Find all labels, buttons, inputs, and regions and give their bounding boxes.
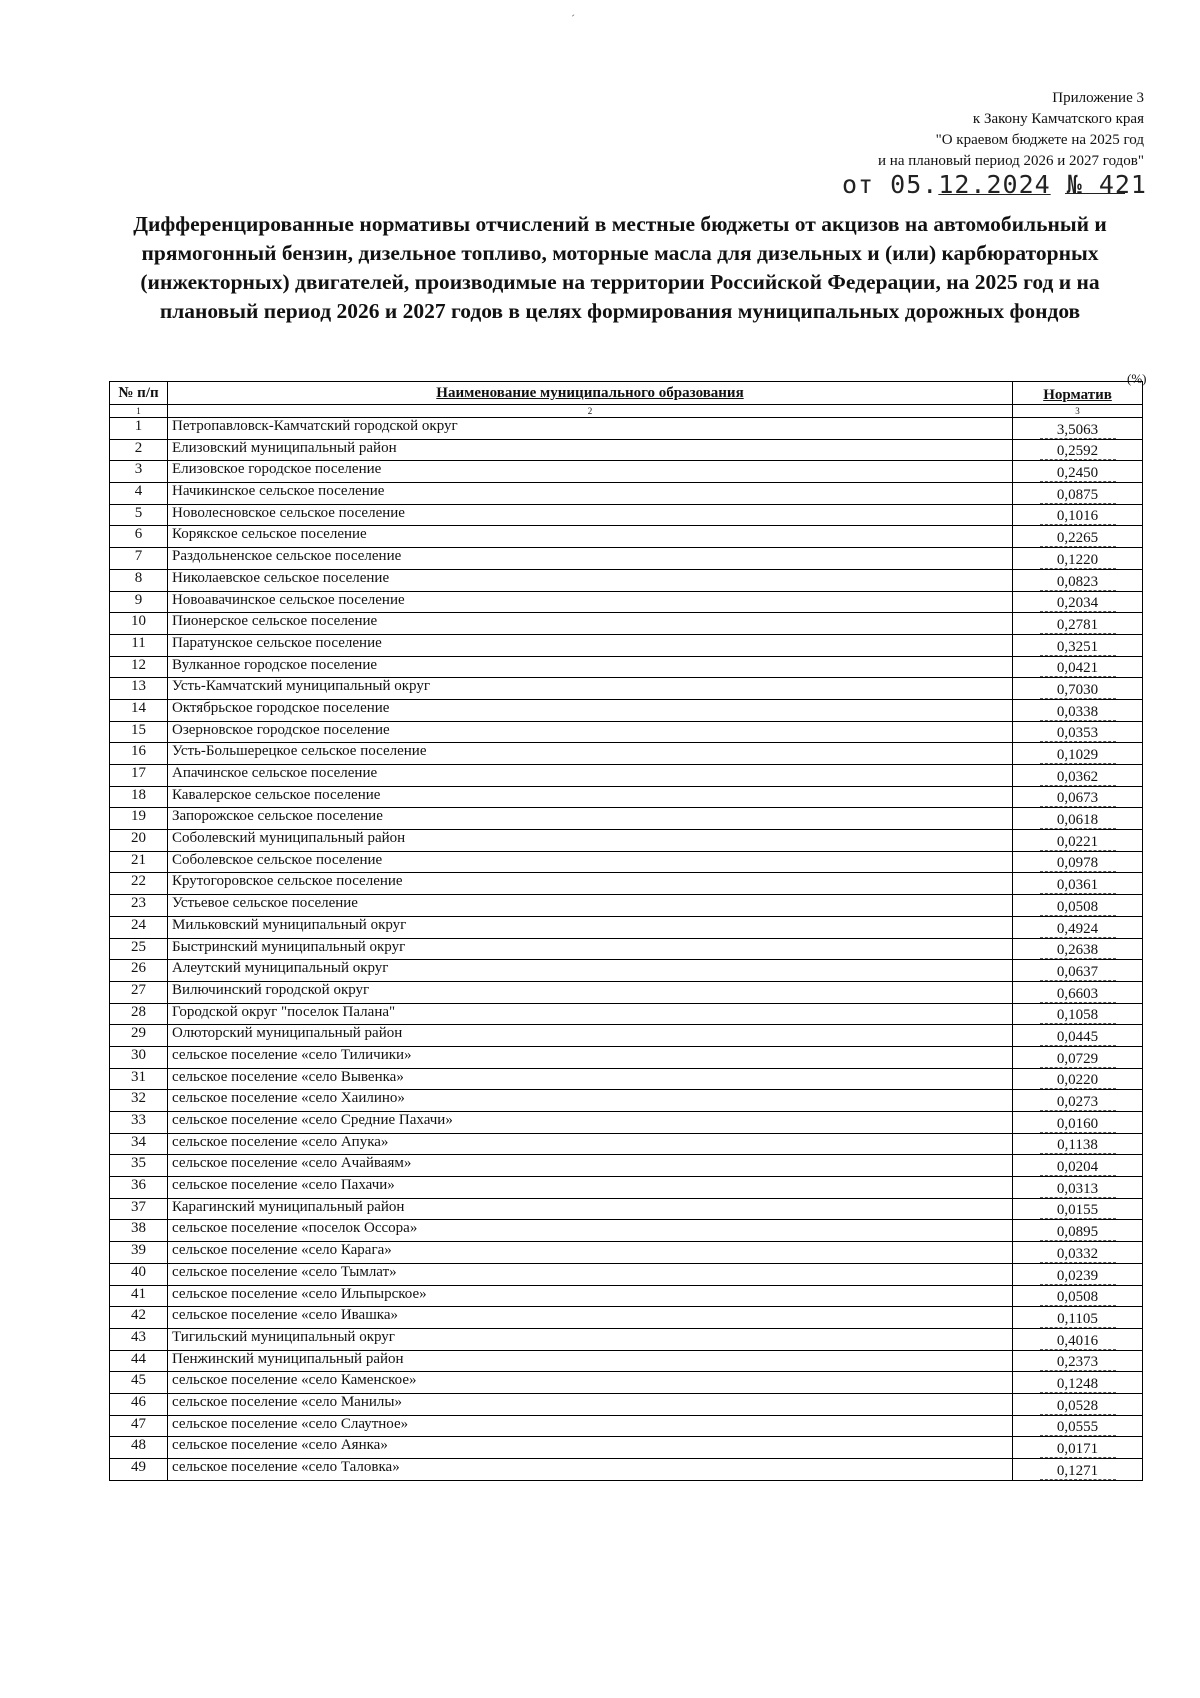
row-normative-value: 0,0508 bbox=[1040, 1290, 1116, 1306]
row-normative-value: 0,0362 bbox=[1040, 770, 1116, 786]
table-row bbox=[110, 721, 1143, 743]
row-normative-cell bbox=[1013, 1220, 1143, 1242]
row-normative-value: 0,0637 bbox=[1040, 965, 1116, 981]
row-municipality-name: сельское поселение «село Слаутное» bbox=[168, 1415, 1013, 1437]
row-normative-cell bbox=[1013, 786, 1143, 808]
row-normative-cell bbox=[1013, 873, 1143, 895]
row-normative-value: 0,0673 bbox=[1040, 791, 1116, 807]
appendix-line: к Закону Камчатского края bbox=[972, 111, 1144, 127]
table-row bbox=[110, 830, 1143, 852]
decree-underline bbox=[1065, 193, 1125, 194]
row-number: 35 bbox=[110, 1155, 168, 1177]
row-normative-value: 3,5063 bbox=[1040, 423, 1116, 439]
row-number: 12 bbox=[110, 656, 168, 678]
row-municipality-name: сельское поселение «село Аянка» bbox=[168, 1437, 1013, 1459]
row-normative-cell bbox=[1013, 1198, 1143, 1220]
table-row bbox=[110, 418, 1143, 440]
row-normative-value: 0,0353 bbox=[1040, 726, 1116, 742]
row-normative-value: 0,0445 bbox=[1040, 1030, 1116, 1046]
table-row bbox=[110, 504, 1143, 526]
table-row bbox=[110, 851, 1143, 873]
column-index: 3 bbox=[1013, 405, 1143, 418]
row-normative-value: 0,0220 bbox=[1040, 1073, 1116, 1089]
row-normative-cell bbox=[1013, 1459, 1143, 1481]
row-municipality-name: Соболевский муниципальный район bbox=[168, 830, 1013, 852]
table-row bbox=[110, 938, 1143, 960]
row-normative-cell bbox=[1013, 591, 1143, 613]
table-row bbox=[110, 591, 1143, 613]
row-normative-value: 0,0239 bbox=[1040, 1269, 1116, 1285]
row-number: 44 bbox=[110, 1350, 168, 1372]
row-number: 16 bbox=[110, 743, 168, 765]
row-normative-value: 0,1138 bbox=[1040, 1138, 1116, 1154]
row-number: 48 bbox=[110, 1437, 168, 1459]
row-municipality-name: сельское поселение «село Пахачи» bbox=[168, 1177, 1013, 1199]
decree-number: № 421 bbox=[1050, 170, 1147, 199]
row-municipality-name: сельское поселение «село Апука» bbox=[168, 1133, 1013, 1155]
row-number: 9 bbox=[110, 591, 168, 613]
row-number: 2 bbox=[110, 439, 168, 461]
table-row bbox=[110, 483, 1143, 505]
row-normative-value: 0,1220 bbox=[1040, 553, 1116, 569]
row-municipality-name: сельское поселение «село Средние Пахачи» bbox=[168, 1112, 1013, 1134]
row-number: 21 bbox=[110, 851, 168, 873]
row-normative-cell bbox=[1013, 1372, 1143, 1394]
row-municipality-name: Быстринский муниципальный округ bbox=[168, 938, 1013, 960]
header-number: № п/п bbox=[110, 382, 168, 405]
row-normative-cell bbox=[1013, 721, 1143, 743]
row-normative-cell bbox=[1013, 1090, 1143, 1112]
row-normative-value: 0,0204 bbox=[1040, 1160, 1116, 1176]
table-row bbox=[110, 678, 1143, 700]
row-normative-value: 0,2034 bbox=[1040, 596, 1116, 612]
row-number: 41 bbox=[110, 1285, 168, 1307]
row-number: 27 bbox=[110, 981, 168, 1003]
row-municipality-name: Корякское сельское поселение bbox=[168, 526, 1013, 548]
row-municipality-name: сельское поселение «село Каменское» bbox=[168, 1372, 1013, 1394]
row-number: 45 bbox=[110, 1372, 168, 1394]
row-normative-value: 0,0273 bbox=[1040, 1095, 1116, 1111]
row-normative-value: 0,2450 bbox=[1040, 466, 1116, 482]
appendix-line: "О краевом бюджете на 2025 год bbox=[935, 132, 1144, 148]
table-row bbox=[110, 1003, 1143, 1025]
row-normative-cell bbox=[1013, 1112, 1143, 1134]
row-normative-cell bbox=[1013, 1393, 1143, 1415]
row-normative-value: 0,2781 bbox=[1040, 618, 1116, 634]
row-number: 22 bbox=[110, 873, 168, 895]
table-row bbox=[110, 981, 1143, 1003]
table-row bbox=[110, 439, 1143, 461]
row-municipality-name: Новолесновское сельское поселение bbox=[168, 504, 1013, 526]
row-normative-value: 0,2638 bbox=[1040, 943, 1116, 959]
row-municipality-name: Елизовское городское поселение bbox=[168, 461, 1013, 483]
row-normative-value: 0,0160 bbox=[1040, 1117, 1116, 1133]
table-row bbox=[110, 526, 1143, 548]
table-row bbox=[110, 461, 1143, 483]
row-municipality-name: сельское поселение «село Ивашка» bbox=[168, 1307, 1013, 1329]
row-normative-cell bbox=[1013, 1025, 1143, 1047]
row-normative-value: 0,2592 bbox=[1040, 444, 1116, 460]
row-normative-cell bbox=[1013, 895, 1143, 917]
row-municipality-name: Апачинское сельское поселение bbox=[168, 765, 1013, 787]
row-normative-cell bbox=[1013, 418, 1143, 440]
document-title: Дифференцированные нормативы отчислений в местные бюджеты от акцизов на автомобильный и прямогонный бензин, дизельное топливо, моторные масла для дизельных и (или) карбюраторных (инжекторных) двигателей, производимые на территории Российской Федерации, на 2025 год и на плановый период 2026 и 2027 годов в целях формирования муниципальных дорожных фондов bbox=[133, 212, 1107, 323]
row-normative-cell bbox=[1013, 1133, 1143, 1155]
scan-mark: ´ bbox=[571, 12, 575, 26]
appendix-header bbox=[878, 88, 1144, 172]
row-number: 47 bbox=[110, 1415, 168, 1437]
row-municipality-name: сельское поселение «село Карага» bbox=[168, 1242, 1013, 1264]
table-row bbox=[110, 1350, 1143, 1372]
row-municipality-name: сельское поселение «село Хаилино» bbox=[168, 1090, 1013, 1112]
row-normative-cell bbox=[1013, 916, 1143, 938]
table-row bbox=[110, 1372, 1143, 1394]
row-number: 38 bbox=[110, 1220, 168, 1242]
row-number: 8 bbox=[110, 569, 168, 591]
table-row bbox=[110, 786, 1143, 808]
row-normative-cell bbox=[1013, 743, 1143, 765]
row-normative-cell bbox=[1013, 439, 1143, 461]
row-number: 43 bbox=[110, 1328, 168, 1350]
row-normative-value: 0,4924 bbox=[1040, 922, 1116, 938]
row-normative-value: 0,0155 bbox=[1040, 1203, 1116, 1219]
row-normative-value: 0,0421 bbox=[1040, 661, 1116, 677]
row-normative-cell bbox=[1013, 1328, 1143, 1350]
row-municipality-name: Пионерское сельское поселение bbox=[168, 613, 1013, 635]
row-normative-cell bbox=[1013, 526, 1143, 548]
row-normative-cell bbox=[1013, 808, 1143, 830]
table-row bbox=[110, 1112, 1143, 1134]
table-row bbox=[110, 1177, 1143, 1199]
row-number: 14 bbox=[110, 699, 168, 721]
row-normative-cell bbox=[1013, 634, 1143, 656]
column-index: 2 bbox=[168, 405, 1013, 418]
row-normative-value: 0,0508 bbox=[1040, 900, 1116, 916]
row-municipality-name: Кавалерское сельское поселение bbox=[168, 786, 1013, 808]
row-normative-cell bbox=[1013, 765, 1143, 787]
table-row bbox=[110, 916, 1143, 938]
row-normative-cell bbox=[1013, 1177, 1143, 1199]
table-row bbox=[110, 1459, 1143, 1481]
column-index-row bbox=[110, 405, 1143, 418]
row-number: 4 bbox=[110, 483, 168, 505]
row-municipality-name: Карагинский муниципальный район bbox=[168, 1198, 1013, 1220]
table-row bbox=[110, 634, 1143, 656]
row-municipality-name: сельское поселение «поселок Оссора» bbox=[168, 1220, 1013, 1242]
row-normative-cell bbox=[1013, 1003, 1143, 1025]
table-row bbox=[110, 873, 1143, 895]
table-row bbox=[110, 960, 1143, 982]
row-municipality-name: Крутогоровское сельское поселение bbox=[168, 873, 1013, 895]
row-normative-value: 0,1271 bbox=[1040, 1464, 1116, 1480]
unit-label: (%) bbox=[1127, 371, 1147, 386]
row-number: 49 bbox=[110, 1459, 168, 1481]
row-normative-cell bbox=[1013, 678, 1143, 700]
row-number: 1 bbox=[110, 418, 168, 440]
row-normative-cell bbox=[1013, 569, 1143, 591]
row-normative-value: 0,1105 bbox=[1040, 1312, 1116, 1328]
row-normative-value: 0,0221 bbox=[1040, 835, 1116, 851]
row-municipality-name: Соболевское сельское поселение bbox=[168, 851, 1013, 873]
row-normative-value: 0,0895 bbox=[1040, 1225, 1116, 1241]
table-row bbox=[110, 1198, 1143, 1220]
row-normative-value: 0,1016 bbox=[1040, 509, 1116, 525]
table-row bbox=[110, 1328, 1143, 1350]
table-row bbox=[110, 1285, 1143, 1307]
table-row bbox=[110, 1307, 1143, 1329]
table-row bbox=[110, 1046, 1143, 1068]
row-municipality-name: Олюторский муниципальный район bbox=[168, 1025, 1013, 1047]
row-municipality-name: сельское поселение «село Вывенка» bbox=[168, 1068, 1013, 1090]
row-municipality-name: Вулканное городское поселение bbox=[168, 656, 1013, 678]
row-normative-value: 0,0361 bbox=[1040, 878, 1116, 894]
column-index: 1 bbox=[110, 405, 168, 418]
row-normative-cell bbox=[1013, 504, 1143, 526]
row-number: 37 bbox=[110, 1198, 168, 1220]
row-number: 30 bbox=[110, 1046, 168, 1068]
table-row bbox=[110, 1437, 1143, 1459]
decree-date: 12.2024 bbox=[938, 170, 1051, 199]
row-number: 42 bbox=[110, 1307, 168, 1329]
row-number: 31 bbox=[110, 1068, 168, 1090]
row-normative-cell bbox=[1013, 1307, 1143, 1329]
row-municipality-name: Вилючинский городской округ bbox=[168, 981, 1013, 1003]
row-normative-cell bbox=[1013, 1415, 1143, 1437]
row-normative-value: 0,0171 bbox=[1040, 1442, 1116, 1458]
row-normative-cell bbox=[1013, 1068, 1143, 1090]
row-normative-value: 0,0528 bbox=[1040, 1399, 1116, 1415]
row-normative-value: 0,0823 bbox=[1040, 575, 1116, 591]
row-number: 17 bbox=[110, 765, 168, 787]
table-row bbox=[110, 1025, 1143, 1047]
row-number: 46 bbox=[110, 1393, 168, 1415]
table-row bbox=[110, 808, 1143, 830]
row-number: 33 bbox=[110, 1112, 168, 1134]
table-row bbox=[110, 548, 1143, 570]
row-number: 40 bbox=[110, 1263, 168, 1285]
row-number: 26 bbox=[110, 960, 168, 982]
row-normative-value: 0,0332 bbox=[1040, 1247, 1116, 1263]
row-normative-value: 0,1248 bbox=[1040, 1377, 1116, 1393]
row-municipality-name: Раздольненское сельское поселение bbox=[168, 548, 1013, 570]
row-number: 23 bbox=[110, 895, 168, 917]
row-normative-cell bbox=[1013, 548, 1143, 570]
row-normative-cell bbox=[1013, 613, 1143, 635]
row-normative-cell bbox=[1013, 656, 1143, 678]
row-normative-value: 0,2373 bbox=[1040, 1355, 1116, 1371]
row-normative-value: 0,1029 bbox=[1040, 748, 1116, 764]
row-municipality-name: сельское поселение «село Манилы» bbox=[168, 1393, 1013, 1415]
decree-stamp bbox=[842, 170, 1147, 199]
table-row bbox=[110, 1415, 1143, 1437]
row-municipality-name: Начикинское сельское поселение bbox=[168, 483, 1013, 505]
row-normative-value: 0,7030 bbox=[1040, 683, 1116, 699]
norms-table-body bbox=[110, 382, 1143, 1481]
row-normative-cell bbox=[1013, 1350, 1143, 1372]
row-municipality-name: сельское поселение «село Тымлат» bbox=[168, 1263, 1013, 1285]
row-municipality-name: сельское поселение «село Таловка» bbox=[168, 1459, 1013, 1481]
row-normative-value: 0,0729 bbox=[1040, 1052, 1116, 1068]
table-row bbox=[110, 656, 1143, 678]
row-number: 18 bbox=[110, 786, 168, 808]
row-normative-value: 0,0875 bbox=[1040, 488, 1116, 504]
row-municipality-name: Тигильский муниципальный округ bbox=[168, 1328, 1013, 1350]
row-municipality-name: сельское поселение «село Тиличики» bbox=[168, 1046, 1013, 1068]
row-number: 7 bbox=[110, 548, 168, 570]
row-normative-value: 0,2265 bbox=[1040, 531, 1116, 547]
row-number: 20 bbox=[110, 830, 168, 852]
row-normative-value: 0,0555 bbox=[1040, 1420, 1116, 1436]
header-value: Норматив bbox=[1013, 382, 1143, 405]
row-normative-cell bbox=[1013, 1155, 1143, 1177]
row-normative-cell bbox=[1013, 1046, 1143, 1068]
table-row bbox=[110, 1090, 1143, 1112]
row-municipality-name: Паратунское сельское поселение bbox=[168, 634, 1013, 656]
row-number: 11 bbox=[110, 634, 168, 656]
row-normative-cell bbox=[1013, 483, 1143, 505]
table-row bbox=[110, 699, 1143, 721]
row-municipality-name: Усть-Большерецкое сельское поселение bbox=[168, 743, 1013, 765]
row-normative-value: 0,4016 bbox=[1040, 1334, 1116, 1350]
table-row bbox=[110, 1133, 1143, 1155]
header-name: Наименование муниципального образования bbox=[168, 382, 1013, 405]
table-header-row bbox=[110, 382, 1143, 405]
row-normative-cell bbox=[1013, 1437, 1143, 1459]
row-number: 24 bbox=[110, 916, 168, 938]
row-normative-cell bbox=[1013, 851, 1143, 873]
table-row bbox=[110, 743, 1143, 765]
table-row bbox=[110, 613, 1143, 635]
row-municipality-name: Елизовский муниципальный район bbox=[168, 439, 1013, 461]
row-number: 6 bbox=[110, 526, 168, 548]
row-normative-value: 0,0313 bbox=[1040, 1182, 1116, 1198]
table-row bbox=[110, 1068, 1143, 1090]
row-number: 36 bbox=[110, 1177, 168, 1199]
row-normative-cell bbox=[1013, 981, 1143, 1003]
row-municipality-name: сельское поселение «село Ильпырское» bbox=[168, 1285, 1013, 1307]
row-number: 19 bbox=[110, 808, 168, 830]
row-number: 28 bbox=[110, 1003, 168, 1025]
norms-table bbox=[109, 381, 1143, 1481]
row-normative-value: 0,1058 bbox=[1040, 1008, 1116, 1024]
row-municipality-name: Николаевское сельское поселение bbox=[168, 569, 1013, 591]
row-number: 32 bbox=[110, 1090, 168, 1112]
row-municipality-name: Мильковский муниципальный округ bbox=[168, 916, 1013, 938]
row-municipality-name: Запорожское сельское поселение bbox=[168, 808, 1013, 830]
row-normative-cell bbox=[1013, 830, 1143, 852]
row-normative-cell bbox=[1013, 960, 1143, 982]
row-municipality-name: Усть-Камчатский муниципальный округ bbox=[168, 678, 1013, 700]
appendix-line: и на плановый период 2026 и 2027 годов" bbox=[878, 153, 1144, 169]
row-normative-cell bbox=[1013, 1263, 1143, 1285]
row-normative-cell bbox=[1013, 699, 1143, 721]
decree-prefix: от 05. bbox=[842, 170, 939, 199]
table-row bbox=[110, 1393, 1143, 1415]
table-row bbox=[110, 1220, 1143, 1242]
row-number: 3 bbox=[110, 461, 168, 483]
row-number: 15 bbox=[110, 721, 168, 743]
row-normative-value: 0,0618 bbox=[1040, 813, 1116, 829]
table-row bbox=[110, 1155, 1143, 1177]
row-municipality-name: Пенжинский муниципальный район bbox=[168, 1350, 1013, 1372]
row-normative-cell bbox=[1013, 1285, 1143, 1307]
table-row bbox=[110, 1242, 1143, 1264]
row-municipality-name: Устьевое сельское поселение bbox=[168, 895, 1013, 917]
table-row bbox=[110, 1263, 1143, 1285]
row-municipality-name: Октябрьское городское поселение bbox=[168, 699, 1013, 721]
row-number: 5 bbox=[110, 504, 168, 526]
row-number: 10 bbox=[110, 613, 168, 635]
row-normative-cell bbox=[1013, 461, 1143, 483]
row-normative-cell bbox=[1013, 1242, 1143, 1264]
table-row bbox=[110, 765, 1143, 787]
appendix-line: Приложение 3 bbox=[1052, 90, 1144, 106]
row-number: 25 bbox=[110, 938, 168, 960]
row-normative-value: 0,0978 bbox=[1040, 856, 1116, 872]
row-municipality-name: Алеутский муниципальный округ bbox=[168, 960, 1013, 982]
row-number: 39 bbox=[110, 1242, 168, 1264]
row-normative-value: 0,0338 bbox=[1040, 705, 1116, 721]
row-municipality-name: Озерновское городское поселение bbox=[168, 721, 1013, 743]
row-normative-cell bbox=[1013, 938, 1143, 960]
table-row bbox=[110, 895, 1143, 917]
row-normative-value: 0,3251 bbox=[1040, 640, 1116, 656]
row-municipality-name: сельское поселение «село Ачайваям» bbox=[168, 1155, 1013, 1177]
table-row bbox=[110, 569, 1143, 591]
row-number: 13 bbox=[110, 678, 168, 700]
row-number: 34 bbox=[110, 1133, 168, 1155]
row-municipality-name: Городской округ "поселок Палана" bbox=[168, 1003, 1013, 1025]
row-municipality-name: Новоавачинское сельское поселение bbox=[168, 591, 1013, 613]
row-normative-value: 0,6603 bbox=[1040, 987, 1116, 1003]
row-number: 29 bbox=[110, 1025, 168, 1047]
row-municipality-name: Петропавловск-Камчатский городской округ bbox=[168, 418, 1013, 440]
